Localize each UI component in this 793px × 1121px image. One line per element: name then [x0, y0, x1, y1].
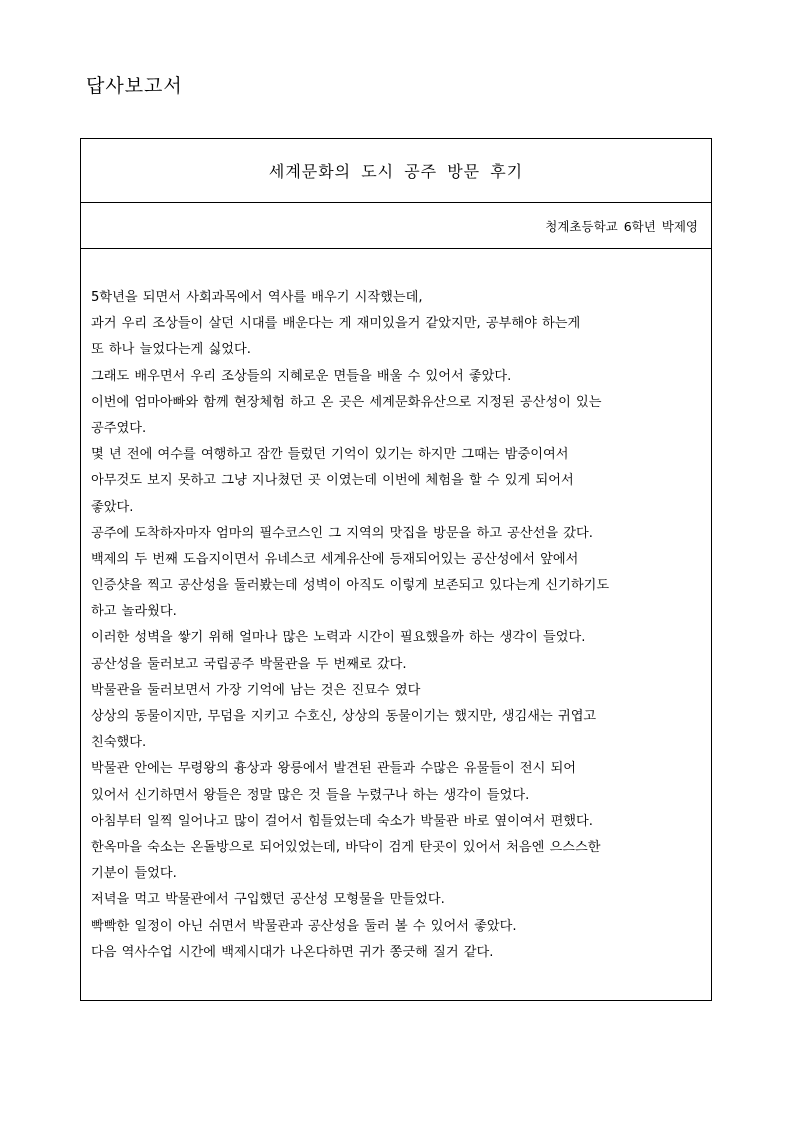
author-row	[81, 203, 711, 249]
body-line: 상상의 동물이지만, 무덤을 지키고 수호신, 상상의 동물이기는 했지만, 생김새는 귀엽고	[91, 709, 597, 724]
body-line: 박물관을 둘러보면서 가장 기억에 남는 것은 진묘수 였다	[91, 682, 421, 698]
body-line: 한옥마을 숙소는 온돌방으로 되어있었는데, 바닥이 검게 탄곳이 있어서 처음엔 으스스한	[91, 839, 601, 855]
body-line: 아침부터 일찍 일어나고 많이 걸어서 힘들었는데 숙소가 박물관 바로 옆이여서 편했다.	[91, 813, 593, 829]
body-line: 5학년을 되면서 사회과목에서 역사를 배우기 시작했는데,	[91, 290, 423, 305]
body-line: 저녁을 먹고 박물관에서 구입했던 공산성 모형물을 만들었다.	[91, 892, 445, 908]
body-line: 박물관 안에는 무령왕의 흉상과 왕릉에서 발견된 관들과 수많은 유물들이 전시 되어	[91, 761, 577, 777]
body-line: 백제의 두 번째 도읍지이면서 유네스코 세계유산에 등재되어있는 공산성에서 앞에서	[91, 551, 579, 567]
body-line: 있어서 신기하면서 왕들은 정말 많은 것 들을 누렸구나 하는 생각이 들었다.	[91, 787, 530, 803]
body-line: 그래도 배우면서 우리 조상들의 지혜로운 면들을 배울 수 있어서 좋았다.	[91, 368, 512, 384]
body-line: 공주에 도착하자마자 엄마의 필수코스인 그 지역의 맛집을 방문을 하고 공산선을 갔다.	[91, 525, 593, 541]
body-line: 아무것도 보지 못하고 그냥 지나쳤던 곳 이였는데 이번에 체험을 할 수 있게 되어서	[91, 473, 574, 489]
body-line: 좋았다.	[91, 499, 134, 515]
body-line: 다음 역사수업 시간에 백제시대가 나온다하면 귀가 쫑긋해 질거 같다.	[91, 944, 494, 960]
body-line: 공산성을 둘러보고 국립공주 박물관을 두 번째로 갔다.	[91, 656, 407, 672]
body-line: 과거 우리 조상들이 살던 시대를 배운다는 게 재미있을거 같았지만, 공부해야 하는게	[91, 316, 581, 332]
title-row	[81, 139, 711, 203]
author-info: 청계초등학교 6학년 박제영	[545, 218, 698, 234]
report-title: 세계문화의 도시 공주 방문 후기	[268, 162, 524, 181]
document-type-label: 답사보고서	[86, 75, 183, 97]
body-line: 빡빡한 일정이 아닌 쉬면서 박물관과 공산성을 둘러 볼 수 있어서 좋았다.	[91, 918, 517, 934]
body-line: 이번에 엄마아빠와 함께 현장체험 하고 온 곳은 세계문화유산으로 지정된 공산성이 있는	[91, 394, 602, 410]
body-line: 또 하나 늘었다는게 싫었다.	[91, 342, 251, 358]
body-line: 기분이 들었다.	[91, 866, 177, 882]
report-table	[80, 138, 712, 1001]
body-line: 몇 년 전에 여수를 여행하고 잠깐 들렀던 기억이 있기는 하지만 그때는 밤중이여서	[91, 447, 569, 463]
body-line: 공주였다.	[91, 420, 147, 436]
report-body	[81, 249, 711, 966]
body-line: 하고 놀라웠다.	[91, 604, 177, 620]
body-line: 인증샷을 찍고 공산성을 둘러봤는데 성벽이 아직도 이렇게 보존되고 있다는게 신기하기도	[91, 578, 610, 594]
body-line: 친숙했다.	[91, 735, 147, 751]
body-line: 이러한 성벽을 쌓기 위해 얼마나 많은 노력과 시간이 필요했을까 하는 생각이 들었다.	[91, 630, 586, 646]
